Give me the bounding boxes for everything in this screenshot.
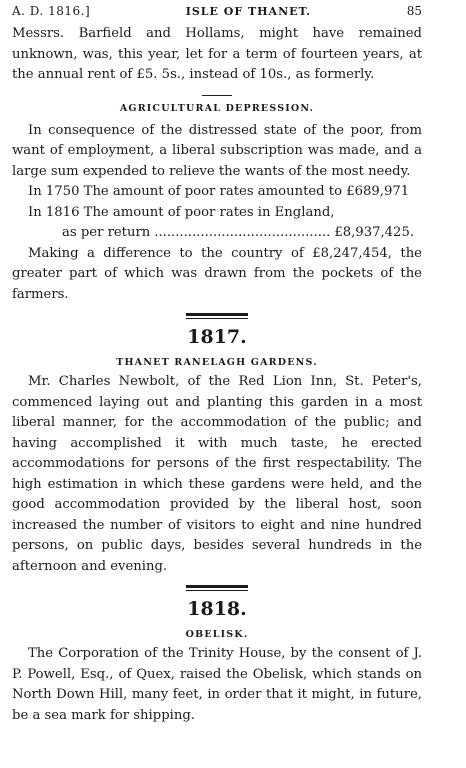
section-title-ranelagh: THANET RANELAGH GARDENS. <box>116 357 318 368</box>
return-amount: £8,937,425. <box>334 225 415 240</box>
running-header <box>12 4 422 24</box>
poor-rates-return <box>12 223 422 244</box>
poor-rates-1750: In 1750 The amount of poor rates amounted to £689,971 <box>28 184 410 199</box>
ranelagh-paragraph: Mr. Charles Newbolt, of the Red Lion Inn, St. Peter's, commenced laying out and planting this garden in a most liberal manner, for the accommodation of the public; and having accomplished it with much taste, he erected accommodations for persons of the first respectability. The high estimation in which these gardens were held, and the good accommodation provided by the liberal host, soon increased the number of visitors to eight and nine hundred persons, on public days, besides several hundreds in the afternoon and evening. <box>12 374 422 574</box>
return-label: as per return <box>62 225 151 240</box>
year-heading-1818: 1818. <box>187 598 247 620</box>
obelisk-paragraph: The Corporation of the Trinity House, by the consent of J. P. Powell, Esq., of Quex, raised the Obelisk, which stands on North Down Hill, many feet, in order that it might, in future, be a sea mark for shipping. <box>12 646 422 723</box>
header-title: ISLE OF THANET. <box>185 5 312 18</box>
agricultural-paragraph: In consequence of the distressed state of the poor, from want of employment, a liberal subscription was made, and a large sum expended to relieve the wants of the most needy. <box>12 122 422 179</box>
section-title-obelisk: OBELISK. <box>185 629 249 640</box>
intro-paragraph: Messrs. Barfield and Hollams, might have remained unknown, was, this year, let for a term of fourteen years, at the annual rent of £5. 5s., instead of 10s., as formerly. <box>12 26 422 82</box>
header-date: A. D. 1816.] <box>12 4 91 18</box>
difference-paragraph: Making a difference to the country of £8,247,454, the greater part of which was drawn from the pockets of the farmers. <box>12 245 422 302</box>
poor-rates-1816: In 1816 The amount of poor rates in England, <box>28 204 335 220</box>
year-heading-1817: 1817. <box>187 326 247 348</box>
section-title-agricultural: AGRICULTURAL DEPRESSION. <box>119 102 315 114</box>
page-number: 85 <box>406 4 422 18</box>
leader-dots: .......................................... <box>154 225 331 240</box>
